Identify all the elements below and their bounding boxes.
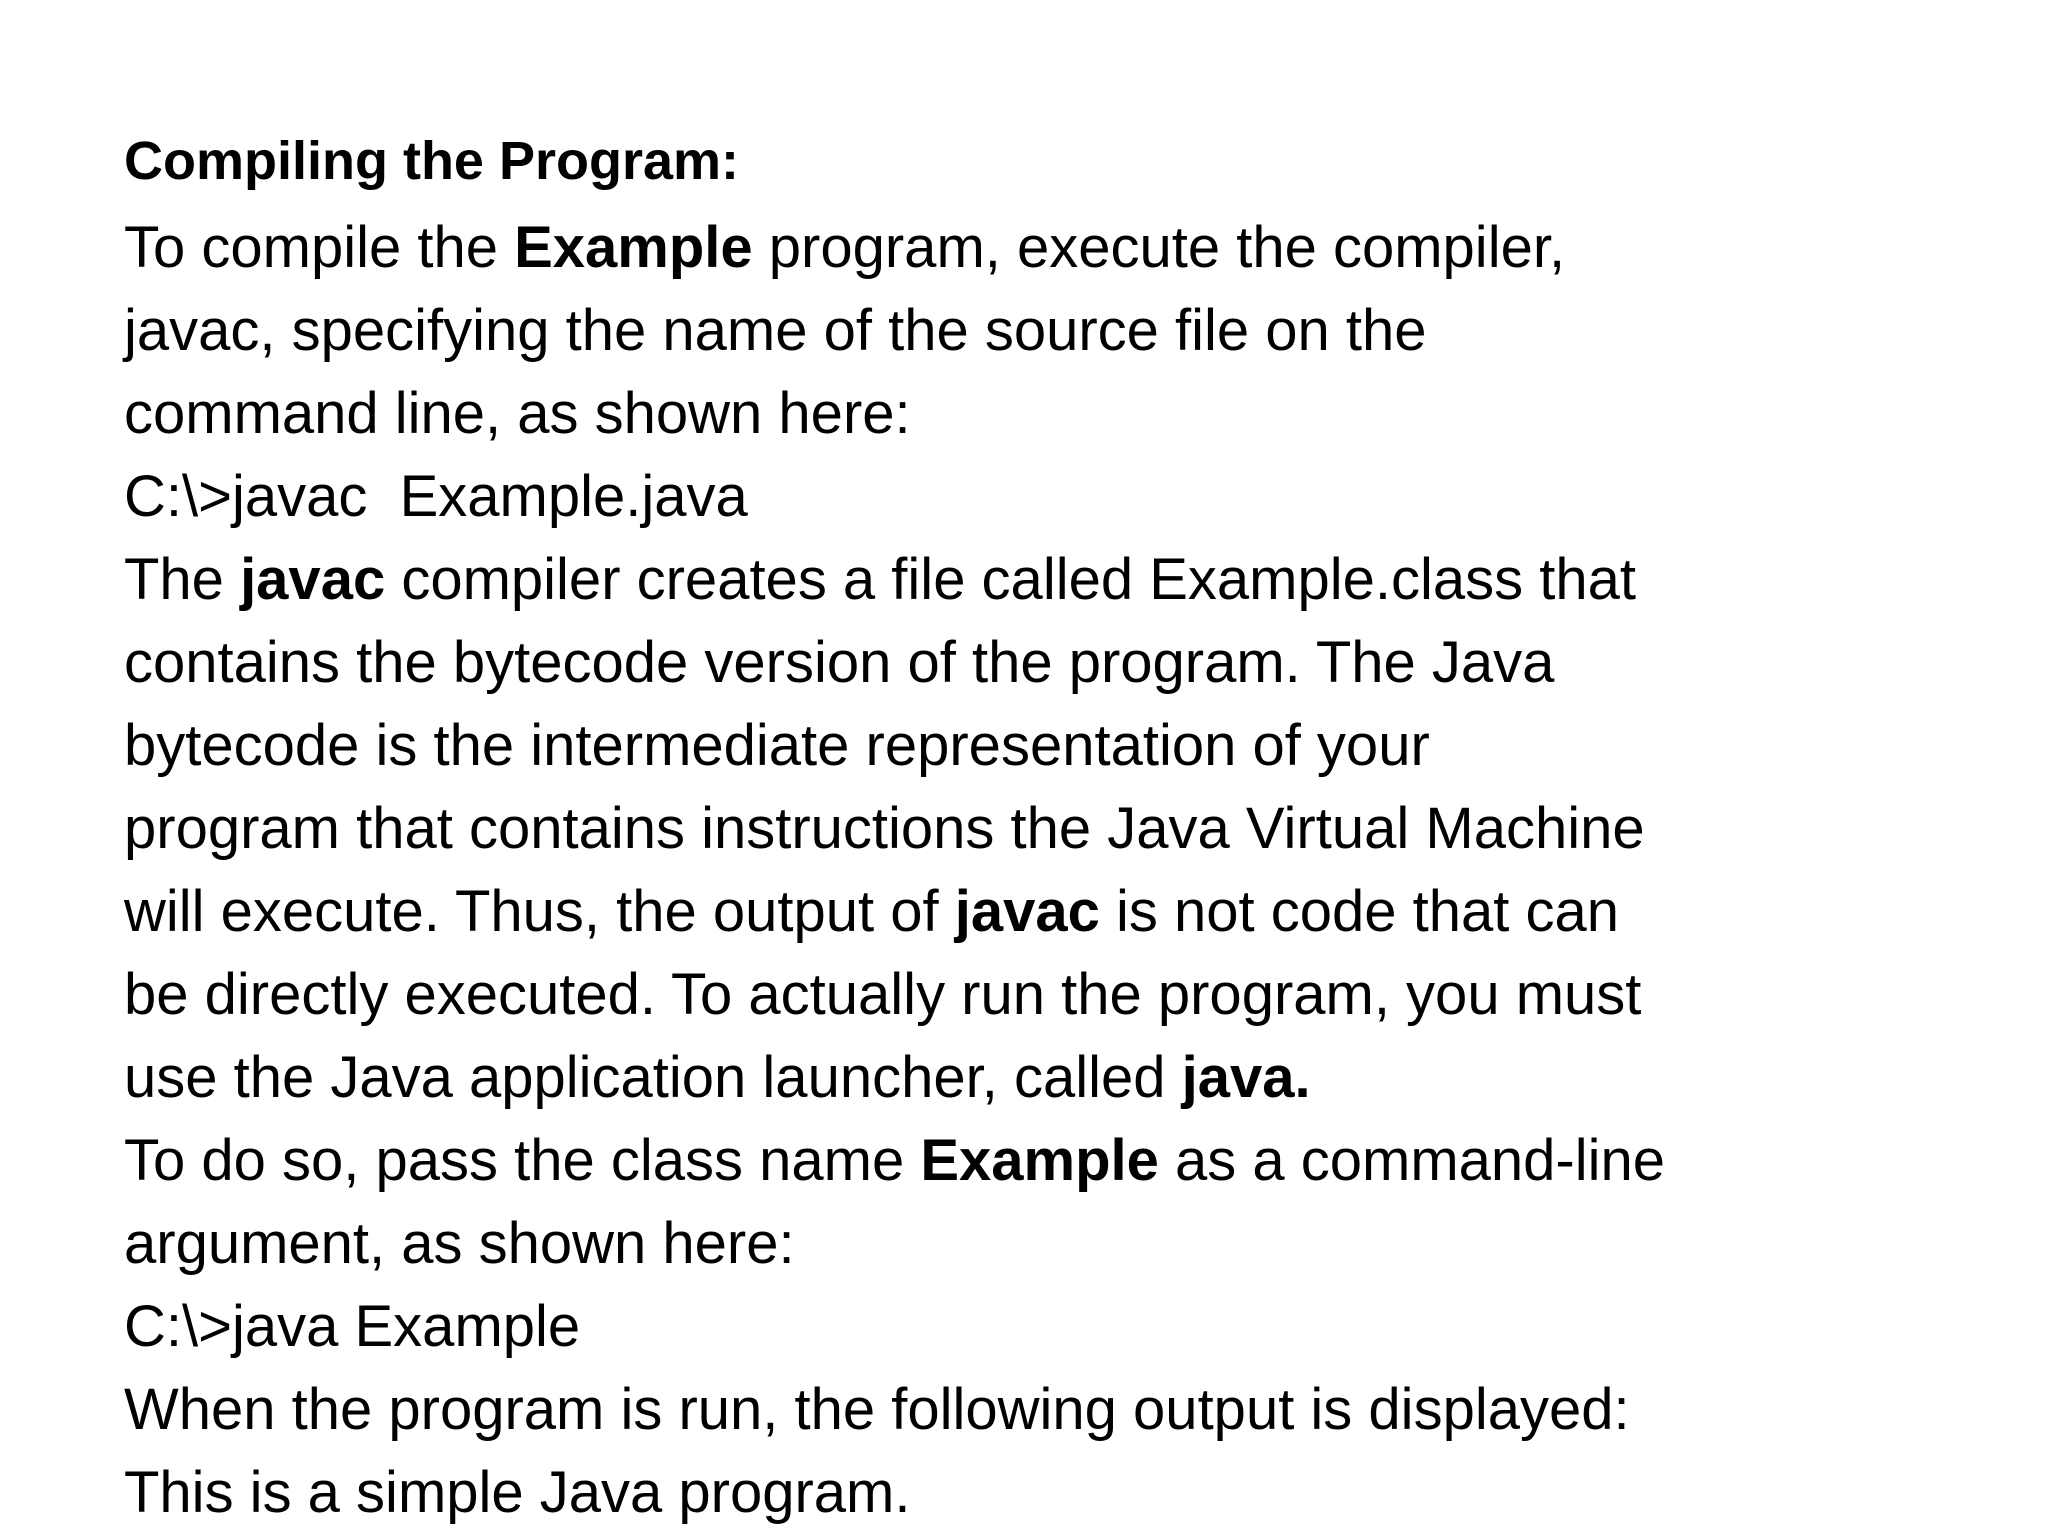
program-output: This is a simple Java program. (124, 1460, 911, 1525)
bold-term-java: java. (1181, 1045, 1311, 1110)
paragraph-line: When the program is run, the following output is displayed: (124, 1377, 1630, 1442)
compile-command: C:\>javac Example.java (124, 464, 748, 529)
paragraph-line: argument, as shown here: (124, 1211, 795, 1276)
slide-body (124, 126, 1884, 1534)
paragraph-line (124, 1036, 1884, 1119)
bold-term-javac: javac (954, 879, 1100, 944)
paragraph-line: javac, specifying the name of the source file on the (124, 298, 1427, 363)
text-run: program, execute the compiler, (752, 215, 1566, 280)
paragraph-line: bytecode is the intermediate representation of your (124, 713, 1430, 778)
paragraph-line: program that contains instructions the Java Virtual Machine (124, 796, 1645, 861)
paragraph-line (124, 538, 1884, 621)
paragraph-line (124, 206, 1884, 289)
text-run: is not code that can (1099, 879, 1620, 944)
paragraph-line (124, 870, 1884, 953)
bold-term-example: Example (514, 215, 753, 280)
paragraph-line: command line, as shown here: (124, 381, 911, 446)
text-run: compiler creates a file called Example.class that (385, 547, 1636, 612)
text-run: The (124, 547, 241, 612)
heading: Compiling the Program: (124, 131, 740, 191)
text-run: will execute. Thus, the output of (124, 879, 955, 944)
text-run: To do so, pass the class name (124, 1128, 921, 1193)
paragraph-line: contains the bytecode version of the program. The Java (124, 630, 1555, 695)
run-command: C:\>java Example (124, 1294, 581, 1359)
paragraph-line (124, 1119, 1884, 1202)
text-run: To compile the (124, 215, 515, 280)
text-run: as a command-line (1158, 1128, 1666, 1193)
bold-term-example: Example (920, 1128, 1159, 1193)
paragraph-line: be directly executed. To actually run the program, you must (124, 962, 1642, 1027)
text-run: use the Java application launcher, called (124, 1045, 1182, 1110)
bold-term-javac: javac (240, 547, 386, 612)
